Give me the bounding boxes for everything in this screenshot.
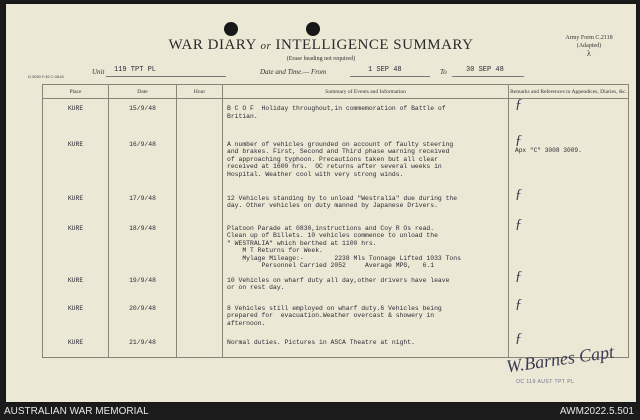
entry-remark bbox=[509, 201, 628, 209]
entry-place: KURE bbox=[67, 224, 84, 232]
footer-institution: AUSTRALIAN WAR MEMORIAL bbox=[4, 406, 149, 417]
footer-accession: AWM2022.5.501 bbox=[559, 406, 634, 417]
footer-bar bbox=[0, 404, 640, 420]
signature-stamp: OC 119 AUST TPT PL bbox=[516, 379, 575, 385]
col-header-remarks: Remarks and References to Appendices, Diaries, &c. bbox=[509, 85, 629, 99]
table-row bbox=[43, 299, 629, 333]
to-underline bbox=[452, 76, 524, 77]
army-form-number: Army Form C.2118 bbox=[565, 35, 613, 41]
army-form-adapted: (Adapted) bbox=[576, 43, 602, 49]
entry-hour bbox=[177, 219, 222, 225]
entry-remark bbox=[509, 111, 628, 119]
entry-place: KURE bbox=[67, 105, 84, 112]
entry-initial: ƒ bbox=[515, 97, 522, 112]
entry-remark bbox=[509, 283, 628, 291]
page-title bbox=[6, 37, 636, 54]
title-or: or bbox=[260, 40, 272, 52]
datetime-label: Date and Time.— From bbox=[260, 68, 327, 76]
entry-initial: ƒ bbox=[515, 268, 522, 284]
unit-underline bbox=[106, 76, 226, 77]
entry-remark bbox=[509, 311, 628, 319]
diary-sheet bbox=[6, 4, 636, 402]
table-row bbox=[43, 99, 629, 135]
entry-hour bbox=[177, 189, 222, 195]
entry-place: KURE bbox=[67, 276, 84, 284]
table-row bbox=[43, 271, 629, 299]
entry-remark bbox=[509, 231, 628, 239]
to-value: 30 SEP 48 bbox=[466, 66, 504, 74]
table-row bbox=[43, 135, 629, 189]
col-header-hour: Hour bbox=[177, 85, 223, 99]
entry-hour bbox=[177, 271, 222, 277]
col-header-date: Date bbox=[109, 85, 177, 99]
entry-summary: B C O F Holiday throughout,in commemoration of Battle of Britian. bbox=[227, 105, 446, 120]
entry-initial: ƒ bbox=[515, 216, 522, 232]
entry-date: 21/9/48 bbox=[129, 338, 156, 346]
table-header-row bbox=[43, 85, 629, 99]
entry-date: 18/9/48 bbox=[129, 224, 156, 232]
entry-summary: 10 Vehicles on wharf duty all day,other drivers have leave or on rest day. bbox=[227, 276, 450, 292]
entry-summary: 8 Vehicles still employed on wharf duty.6 Vehicles being prepared for evacuation.Weather overcast & showery in afternoon. bbox=[227, 304, 442, 327]
entry-hour bbox=[177, 99, 222, 105]
entry-summary: Platoon Parade at 0830,instructions and Coy R Os read. Clean up of Billets. 10 vehicles commence to unload the " WESTRALIA" which berthed at 1100 hrs. M T Returns for Week. Mylage Mileage:- 2238 Mls Tonnage Lifted 1033 Tons Personnel Carried 2052 Average MPG, 6.1 bbox=[227, 224, 461, 270]
punch-hole-right bbox=[306, 22, 320, 36]
punch-hole-left bbox=[224, 22, 238, 36]
from-value: 1 SEP 48 bbox=[368, 66, 402, 74]
army-form-label bbox=[546, 34, 632, 58]
from-underline bbox=[350, 76, 430, 77]
form-serial: D.3050 F.45 C.0818 bbox=[28, 74, 64, 79]
signature: W.Barnes Capt bbox=[505, 341, 616, 377]
entry-summary: 12 Vehicles standing by to unload "Westralia" due during the day. Other vehicles on duty manned by Japanese Drivers. bbox=[227, 194, 458, 210]
entry-date: 17/9/48 bbox=[129, 194, 156, 202]
entry-initial: ƒ bbox=[515, 330, 522, 346]
table-row bbox=[43, 219, 629, 271]
entry-remark: Apx "C" 3008 3009. bbox=[515, 146, 582, 154]
unit-value: 119 TPT PL bbox=[114, 66, 157, 74]
table-row bbox=[43, 189, 629, 219]
entry-initial: ƒ bbox=[515, 296, 522, 312]
title-intelligence-summary: INTELLIGENCE SUMMARY bbox=[275, 37, 474, 53]
entry-date: 16/9/48 bbox=[129, 140, 156, 148]
entry-date: 20/9/48 bbox=[129, 304, 156, 312]
diary-table bbox=[42, 84, 629, 358]
entry-initial: ƒ bbox=[515, 132, 522, 148]
entry-summary: A number of vehicles grounded on account of faulty steering and brakes. First, Second and Third phase warning received of approaching typhoon. Precautions taken but all clear received at 1600 hrs. OC returns after several weeks in Hospital. Weather cool with very strong winds. bbox=[227, 140, 454, 178]
to-label: To bbox=[440, 68, 447, 76]
entry-hour bbox=[177, 333, 222, 339]
entry-place: KURE bbox=[67, 338, 84, 346]
entry-date: 19/9/48 bbox=[129, 276, 156, 284]
unit-label: Unit bbox=[92, 68, 105, 76]
col-header-place: Place bbox=[43, 85, 109, 99]
title-subtitle: (Erase heading not required) bbox=[286, 56, 356, 62]
entry-date: 15/9/48 bbox=[129, 105, 156, 112]
entry-summary: Normal duties. Pictures in ASCA Theatre at night. bbox=[227, 338, 415, 346]
entry-initial: ƒ bbox=[515, 186, 522, 202]
entry-hour bbox=[177, 299, 222, 305]
entry-place: KURE bbox=[67, 194, 84, 202]
form-mark: λ bbox=[587, 49, 591, 58]
col-header-summary: Summary of Events and Information bbox=[223, 85, 509, 99]
title-war-diary: WAR DIARY bbox=[168, 37, 257, 53]
entry-place: KURE bbox=[67, 304, 84, 312]
entry-hour bbox=[177, 135, 222, 141]
entry-place: KURE bbox=[67, 140, 84, 148]
